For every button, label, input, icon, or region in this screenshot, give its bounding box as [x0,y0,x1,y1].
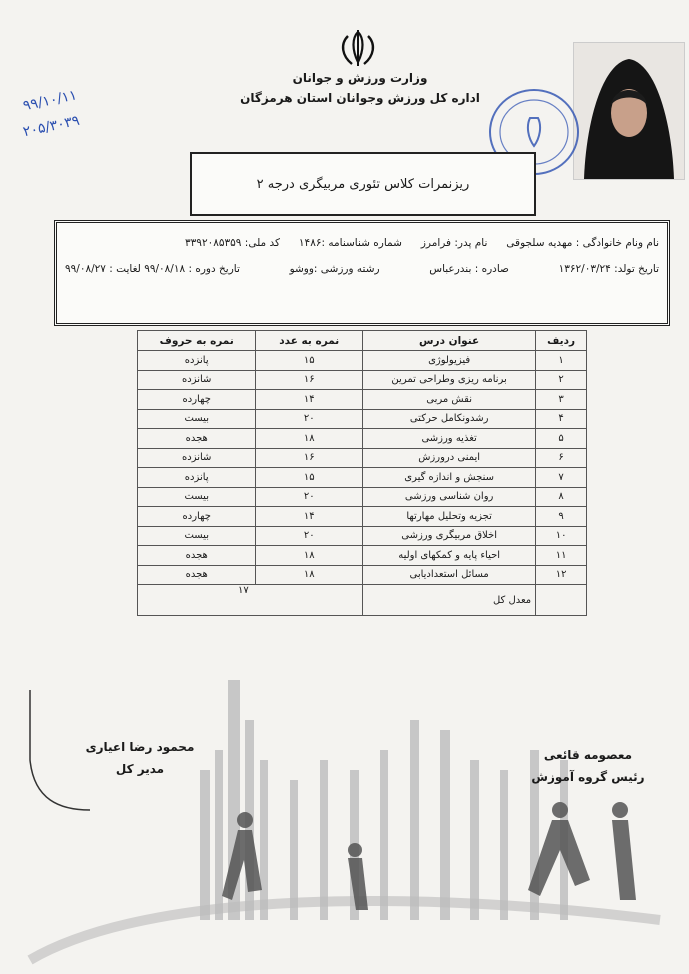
row-title: نقش مربی [363,390,536,410]
row-num: ۱۸ [256,565,363,585]
row-words: بیست [138,487,256,507]
row-title: تغذیه ورزشی [363,429,536,449]
row-num: ۲۰ [256,487,363,507]
header-radif: ردیف [536,331,587,351]
row-num: ۱۵ [256,351,363,371]
row-radif: ۴ [536,409,587,429]
row-words: هجده [138,565,256,585]
handwritten-date [22,84,142,144]
signature-left [55,736,225,780]
row-radif: ۶ [536,448,587,468]
table-row [138,507,587,527]
row-title: اخلاق مربیگری ورزشی [363,526,536,546]
signatory-right-name: معصومه قائعی [543,748,633,762]
sport-field: رشته ورزشی :ووشو [289,263,380,275]
birth-date: تاریخ تولد: ۱۳۶۲/۰۳/۲۴ [558,263,659,275]
row-words: بیست [138,409,256,429]
row-title: روان شناسی ورزشی [363,487,536,507]
signatory-right-role: رئیس گروه آموزش [531,770,645,784]
profile-photo [573,42,685,180]
header-num: نمره به عدد [256,331,363,351]
row-title: رشدونکامل حرکتی [363,409,536,429]
table-row [138,526,587,546]
row-words: پانزده [138,351,256,371]
ministry-name: وزارت ورزش و جوانان [292,71,428,85]
footer-sports-artwork [0,660,689,974]
row-radif: ۱۱ [536,546,587,566]
issued-place: صادره : بندرعباس [429,263,509,275]
signature-right [518,744,658,788]
row-words: چهارده [138,507,256,527]
row-title: احیاء پایه و کمکهای اولیه [363,546,536,566]
row-radif: ۹ [536,507,587,527]
signatory-left-name: محمود رضا اعیاری [85,740,195,754]
row-num: ۱۴ [256,390,363,410]
table-row [138,487,587,507]
row-title: ایمنی درورزش [363,448,536,468]
row-words: پانزده [138,468,256,488]
row-title: فیزیولوژی [363,351,536,371]
row-num: ۱۴ [256,507,363,527]
row-num: ۱۶ [256,370,363,390]
row-num: ۱۵ [256,468,363,488]
row-radif: ۲ [536,370,587,390]
table-row [138,565,587,585]
header-title: عنوان درس [363,331,536,351]
row-title: سنجش و اندازه گیری [363,468,536,488]
row-radif: ۵ [536,429,587,449]
row-words: بیست [138,526,256,546]
row-words: چهارده [138,390,256,410]
row-title: مسائل استعدادیابی [363,565,536,585]
header-words: نمره به حروف [138,331,256,351]
grades-body [138,351,587,585]
total-value: ۱۷ [138,585,363,616]
row-num: ۱۸ [256,429,363,449]
table-row [138,409,587,429]
info-row-2 [65,263,659,275]
total-empty-cell [536,585,587,616]
grades-table [137,330,587,616]
table-row [138,468,587,488]
national-code: کد ملی: ۳۳۹۲۰۸۵۳۵۹ [185,237,281,249]
row-words: هجده [138,546,256,566]
row-title: برنامه ریزی وطراحی تمرین [363,370,536,390]
row-radif: ۱ [536,351,587,371]
student-info-box [54,220,670,326]
handwritten-number-text: ۲۰۵/۳۰۳۹ [21,112,82,141]
iran-emblem-icon [334,28,382,68]
row-words: شانزده [138,448,256,468]
id-number: شماره شناسنامه :۱۴۸۶ [298,237,402,249]
row-num: ۱۸ [256,546,363,566]
row-radif: ۱۰ [536,526,587,546]
table-row [138,429,587,449]
row-radif: ۱۲ [536,565,587,585]
ministry-header [240,68,480,108]
info-row-1 [65,237,659,249]
row-num: ۱۶ [256,448,363,468]
row-radif: ۷ [536,468,587,488]
row-num: ۲۰ [256,526,363,546]
row-words: شانزده [138,370,256,390]
row-title: تجزیه وتحلیل مهارتها [363,507,536,527]
portrait-icon [574,43,684,179]
signatory-left-role: مدیر کل [115,762,165,776]
title-text: ریزنمرات کلاس تئوری مربیگری درجه ۲ [256,176,470,192]
table-row [138,351,587,371]
row-radif: ۸ [536,487,587,507]
course-period: تاریخ دوره : ۹۹/۰۸/۱۸ لغایت : ۹۹/۰۸/۲۷ [65,263,240,275]
document-title [190,152,536,216]
table-row [138,546,587,566]
row-radif: ۳ [536,390,587,410]
row-words: هجده [138,429,256,449]
row-num: ۲۰ [256,409,363,429]
table-row [138,390,587,410]
total-row [138,585,587,616]
total-label: معدل کل [363,585,536,616]
handwritten-date-text: ۹۹/۱۰/۱۱ [21,87,79,115]
table-row [138,370,587,390]
table-row [138,448,587,468]
table-header-row [138,331,587,351]
student-name: نام ونام خانوادگی : مهدیه سلجوقی [506,237,659,249]
father-name: نام پدر: فرامرز [420,237,488,249]
department-name: اداره کل ورزش وجوانان استان هرمزگان [240,91,480,105]
